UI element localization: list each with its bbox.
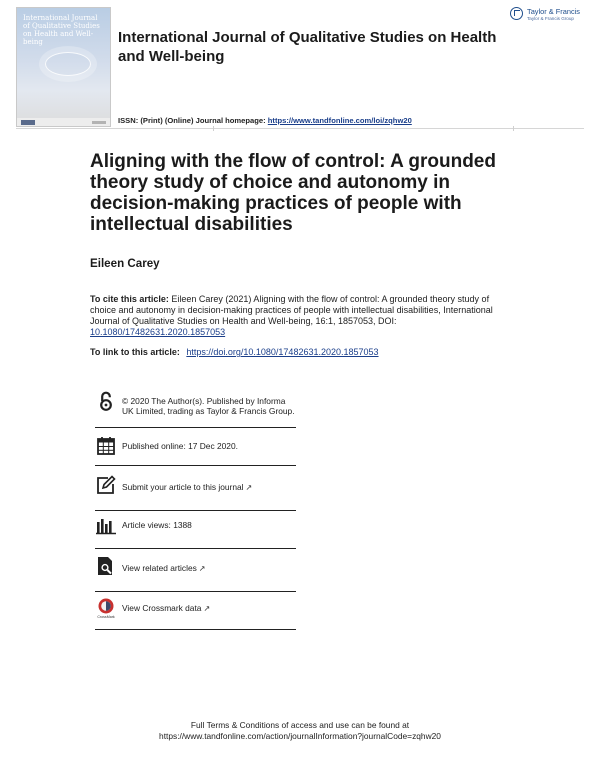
item-divider [95,629,296,630]
published-online-text: Published online: 17 Dec 2020. [122,441,238,451]
publisher-subtitle: Taylor & Francis Group [527,16,574,21]
submit-article-label: Submit your article to this journal [122,482,244,492]
item-divider [95,548,296,549]
article-views-text: Article views: 1388 [122,520,192,530]
cover-water-drop-graphic [45,52,91,76]
item-divider [95,510,296,511]
calendar-icon [95,435,117,457]
publisher-logo-icon [510,7,523,20]
article-author: Eileen Carey [90,257,160,270]
journal-title: International Journal of Qualitative Studies on Health and Well-being [118,29,497,65]
related-articles-link[interactable] [122,563,206,574]
external-link-icon: ↗ [198,564,206,573]
link-label: To link to this article: [90,347,180,357]
footer [0,720,600,742]
footer-terms-link[interactable]: https://www.tandfonline.com/action/journalInformation?journalCode=zqhw20 [159,731,441,741]
publisher-logo[interactable] [510,6,590,26]
article-link-line [90,347,379,357]
edit-icon [95,474,117,496]
citation-block [90,294,515,338]
external-link-icon: ↗ [245,483,253,492]
crossmark-label-text: View Crossmark data [122,603,202,613]
crossmark-label: CrossMark [97,615,115,619]
article-title: Aligning with the flow of control: A grounded theory study of choice and autonomy in decision-making practices of people with intellectual disabilities [90,151,496,235]
journal-homepage-link[interactable]: https://www.tandfonline.com/loi/zqhw20 [267,116,412,125]
issn-line [118,116,412,125]
journal-cover [16,7,111,127]
bar-chart-icon [95,514,117,536]
divider-tick [513,126,514,131]
item-divider [95,465,296,466]
header-divider [16,128,584,129]
item-divider [95,591,296,592]
cover-footer-text [92,121,106,124]
crossmark-icon [95,597,117,619]
article-doi-url[interactable]: https://doi.org/10.1080/17482631.2020.1857053 [186,347,379,357]
external-link-icon: ↗ [203,604,211,613]
related-articles-label: View related articles [122,563,197,573]
item-divider [95,427,296,428]
submit-article-link[interactable] [122,482,252,493]
citation-label: To cite this article: [90,294,169,304]
issn-label: ISSN: (Print) (Online) Journal homepage: [118,116,266,125]
cover-title: International Journal of Qualitative Studies on Health and Well-being [23,14,100,46]
related-articles-icon [95,555,117,577]
divider-tick [213,126,214,131]
open-access-icon [95,390,117,412]
citation-doi-link[interactable]: 10.1080/17482631.2020.1857053 [90,327,226,337]
publisher-name: Taylor & Francis [527,7,580,16]
footer-terms-text: Full Terms & Conditions of access and use can be found at [190,720,410,730]
crossmark-link[interactable] [122,603,210,614]
cover-publisher-logo [21,120,35,125]
open-access-text: © 2020 The Author(s). Published by Informa UK Limited, trading as Taylor & Francis Group. [122,396,295,416]
citation-text: Eileen Carey (2021) Aligning with the flow of control: A grounded theory study of choice and autonomy in decision-making practices of people with intellectual disabilities, International Journal of Qualitative Studies on Health and Well-being, 16:1, 1857053, DOI: [90,294,493,326]
